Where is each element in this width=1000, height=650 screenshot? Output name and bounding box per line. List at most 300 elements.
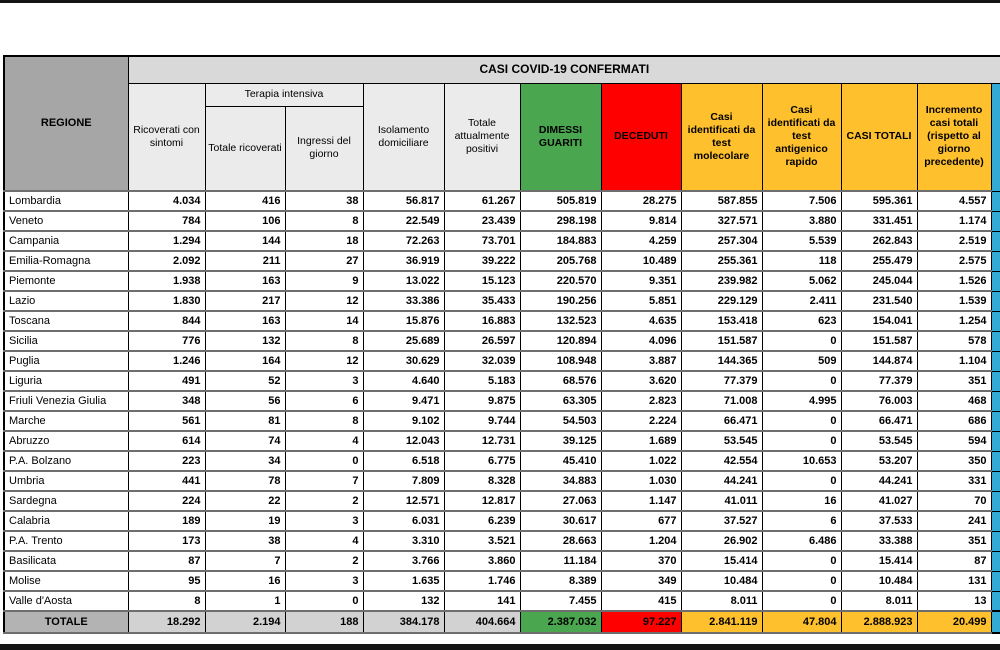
cell-value: 132.523 (520, 311, 601, 331)
cell-value: 844 (128, 311, 205, 331)
cell-value: 327.571 (681, 211, 762, 231)
region-name: Puglia (4, 351, 128, 371)
total-cell-value: 188 (285, 611, 363, 633)
cell-value: 16 (205, 571, 285, 591)
cell-value: 11.184 (520, 551, 601, 571)
cell-value: 81 (205, 411, 285, 431)
cell-value: 9.744 (444, 411, 520, 431)
cell-value: 66.471 (681, 411, 762, 431)
cell-value: 5.851 (601, 291, 681, 311)
cell-value: 0 (762, 591, 841, 611)
cell-value: 1.022 (601, 451, 681, 471)
total-cell-value: 2.841.119 (681, 611, 762, 633)
cell-value: 298.198 (520, 211, 601, 231)
region-name: Veneto (4, 211, 128, 231)
cell-value: 1.030 (601, 471, 681, 491)
cropped-next-column-cell (991, 331, 1000, 351)
cell-value: 14 (285, 311, 363, 331)
bottom-border-bar (0, 644, 1000, 650)
cell-value: 52 (205, 371, 285, 391)
cell-value: 18 (285, 231, 363, 251)
cell-value: 6.518 (363, 451, 444, 471)
cell-value: 349 (601, 571, 681, 591)
cell-value: 4.096 (601, 331, 681, 351)
cell-value: 1.746 (444, 571, 520, 591)
cropped-next-column-cell (991, 291, 1000, 311)
cell-value: 5.539 (762, 231, 841, 251)
cell-value: 132 (363, 591, 444, 611)
cell-value: 32.039 (444, 351, 520, 371)
cell-value: 73.701 (444, 231, 520, 251)
cell-value: 10.653 (762, 451, 841, 471)
cropped-next-column-cell (991, 451, 1000, 471)
cropped-next-column-cell (991, 351, 1000, 371)
cell-value: 61.267 (444, 191, 520, 211)
table-row (4, 431, 1000, 451)
cell-value: 151.587 (681, 331, 762, 351)
cell-value: 8 (285, 211, 363, 231)
cell-value: 686 (917, 411, 991, 431)
region-name: Toscana (4, 311, 128, 331)
cropped-next-column-cell (991, 571, 1000, 591)
cell-value: 8 (285, 411, 363, 431)
cell-value: 1.254 (917, 311, 991, 331)
region-name: Campania (4, 231, 128, 251)
cell-value: 8 (285, 331, 363, 351)
cell-value: 12 (285, 291, 363, 311)
cell-value: 3.860 (444, 551, 520, 571)
cell-value: 217 (205, 291, 285, 311)
cell-value: 13.022 (363, 271, 444, 291)
cell-value: 1.830 (128, 291, 205, 311)
cropped-next-column-cell (991, 311, 1000, 331)
cell-value: 41.027 (841, 491, 917, 511)
cell-value: 8 (128, 591, 205, 611)
cell-value: 144.874 (841, 351, 917, 371)
col-header-positivi: Totale attualmente positivi (444, 83, 520, 191)
cell-value: 255.479 (841, 251, 917, 271)
cell-value: 0 (762, 371, 841, 391)
region-name: Sicilia (4, 331, 128, 351)
cell-value: 509 (762, 351, 841, 371)
cell-value: 27 (285, 251, 363, 271)
cell-value: 6.031 (363, 511, 444, 531)
region-name: Friuli Venezia Giulia (4, 391, 128, 411)
cell-value: 1 (205, 591, 285, 611)
cell-value: 6 (762, 511, 841, 531)
cell-value: 4.640 (363, 371, 444, 391)
cell-value: 262.843 (841, 231, 917, 251)
cell-value: 0 (762, 411, 841, 431)
cell-value: 677 (601, 511, 681, 531)
cell-value: 25.689 (363, 331, 444, 351)
cell-value: 8.011 (841, 591, 917, 611)
cell-value: 144 (205, 231, 285, 251)
table-row (4, 571, 1000, 591)
cell-value: 28.275 (601, 191, 681, 211)
cell-value: 132 (205, 331, 285, 351)
top-border-bar (0, 0, 1000, 3)
cell-value: 68.576 (520, 371, 601, 391)
cell-value: 468 (917, 391, 991, 411)
cell-value: 15.414 (841, 551, 917, 571)
cell-value: 587.855 (681, 191, 762, 211)
cropped-next-column-cell (991, 611, 1000, 633)
cell-value: 8.328 (444, 471, 520, 491)
cell-value: 23.439 (444, 211, 520, 231)
cell-value: 220.570 (520, 271, 601, 291)
cell-value: 153.418 (681, 311, 762, 331)
cell-value: 1.635 (363, 571, 444, 591)
cell-value: 44.241 (681, 471, 762, 491)
table-row (4, 591, 1000, 611)
cell-value: 56.817 (363, 191, 444, 211)
cell-value: 27.063 (520, 491, 601, 511)
col-header-casi-totali: CASI TOTALI (841, 83, 917, 191)
cell-value: 1.938 (128, 271, 205, 291)
total-cell-value: 2.888.923 (841, 611, 917, 633)
cell-value: 255.361 (681, 251, 762, 271)
cell-value: 12.571 (363, 491, 444, 511)
cell-value: 5.183 (444, 371, 520, 391)
cell-value: 54.503 (520, 411, 601, 431)
cell-value: 5.062 (762, 271, 841, 291)
cell-value: 3.620 (601, 371, 681, 391)
region-name: Emilia-Romagna (4, 251, 128, 271)
cell-value: 173 (128, 531, 205, 551)
cell-value: 1.689 (601, 431, 681, 451)
table-row (4, 311, 1000, 331)
cell-value: 190.256 (520, 291, 601, 311)
cell-value: 229.129 (681, 291, 762, 311)
cell-value: 614 (128, 431, 205, 451)
cell-value: 37.527 (681, 511, 762, 531)
cell-value: 38 (285, 191, 363, 211)
cropped-next-column-cell (991, 211, 1000, 231)
cell-value: 8.389 (520, 571, 601, 591)
cell-value: 13 (917, 591, 991, 611)
cell-value: 164 (205, 351, 285, 371)
cell-value: 0 (762, 431, 841, 451)
cell-value: 9.814 (601, 211, 681, 231)
cell-value: 12.817 (444, 491, 520, 511)
cell-value: 205.768 (520, 251, 601, 271)
cell-value: 416 (205, 191, 285, 211)
table-row (4, 351, 1000, 371)
cell-value: 53.207 (841, 451, 917, 471)
cell-value: 9.471 (363, 391, 444, 411)
cell-value: 6.775 (444, 451, 520, 471)
cell-value: 154.041 (841, 311, 917, 331)
cell-value: 6.486 (762, 531, 841, 551)
cell-value: 38 (205, 531, 285, 551)
table-row (4, 231, 1000, 251)
cell-value: 3.521 (444, 531, 520, 551)
cell-value: 3.310 (363, 531, 444, 551)
cell-value: 15.414 (681, 551, 762, 571)
cell-value: 42.554 (681, 451, 762, 471)
table-title-band: CASI COVID-19 CONFERMATI (128, 56, 1000, 83)
total-cell-value: 404.664 (444, 611, 520, 633)
cell-value: 26.597 (444, 331, 520, 351)
cropped-next-column-cell (991, 511, 1000, 531)
total-cell-value: 97.227 (601, 611, 681, 633)
table-body (4, 191, 1000, 633)
cell-value: 0 (762, 471, 841, 491)
cell-value: 37.533 (841, 511, 917, 531)
total-cell-value: 2.194 (205, 611, 285, 633)
cell-value: 578 (917, 331, 991, 351)
table-row (4, 471, 1000, 491)
cell-value: 561 (128, 411, 205, 431)
region-name: P.A. Trento (4, 531, 128, 551)
cell-value: 623 (762, 311, 841, 331)
cell-value: 0 (762, 571, 841, 591)
cropped-next-column-cell (991, 231, 1000, 251)
cell-value: 33.388 (841, 531, 917, 551)
cell-value: 0 (285, 451, 363, 471)
cell-value: 1.147 (601, 491, 681, 511)
table-row (4, 411, 1000, 431)
cell-value: 4.259 (601, 231, 681, 251)
cell-value: 351 (917, 371, 991, 391)
table-row (4, 531, 1000, 551)
cell-value: 211 (205, 251, 285, 271)
cell-value: 7.809 (363, 471, 444, 491)
cell-value: 7 (285, 471, 363, 491)
cell-value: 45.410 (520, 451, 601, 471)
region-name: Calabria (4, 511, 128, 531)
cell-value: 4.557 (917, 191, 991, 211)
cell-value: 2 (285, 551, 363, 571)
region-name: Lombardia (4, 191, 128, 211)
total-cell-value: 2.387.032 (520, 611, 601, 633)
cell-value: 351 (917, 531, 991, 551)
cell-value: 4 (285, 531, 363, 551)
cell-value: 2.519 (917, 231, 991, 251)
total-cell-value: 384.178 (363, 611, 444, 633)
cell-value: 10.484 (841, 571, 917, 591)
cropped-next-column-cell (991, 391, 1000, 411)
col-header-dimessi-guariti: DIMESSI GUARITI (520, 83, 601, 191)
cell-value: 118 (762, 251, 841, 271)
cell-value: 41.011 (681, 491, 762, 511)
cropped-next-column-cell (991, 591, 1000, 611)
table-row (4, 211, 1000, 231)
cell-value: 9.102 (363, 411, 444, 431)
table-row (4, 291, 1000, 311)
cell-value: 350 (917, 451, 991, 471)
cell-value: 3 (285, 371, 363, 391)
cell-value: 224 (128, 491, 205, 511)
cell-value: 3 (285, 571, 363, 591)
table-row (4, 451, 1000, 471)
table-row (4, 511, 1000, 531)
cell-value: 505.819 (520, 191, 601, 211)
cell-value: 1.174 (917, 211, 991, 231)
cell-value: 239.982 (681, 271, 762, 291)
cell-value: 491 (128, 371, 205, 391)
cell-value: 4.034 (128, 191, 205, 211)
cell-value: 39.125 (520, 431, 601, 451)
cell-value: 39.222 (444, 251, 520, 271)
cell-value: 78 (205, 471, 285, 491)
cell-value: 6 (285, 391, 363, 411)
cell-value: 331.451 (841, 211, 917, 231)
cell-value: 4 (285, 431, 363, 451)
cropped-next-column-cell (991, 431, 1000, 451)
cell-value: 12.043 (363, 431, 444, 451)
col-header-deceduti: DECEDUTI (601, 83, 681, 191)
cell-value: 16 (762, 491, 841, 511)
cell-value: 144.365 (681, 351, 762, 371)
cell-value: 184.883 (520, 231, 601, 251)
cell-value: 12 (285, 351, 363, 371)
total-row (4, 611, 1000, 633)
cell-value: 1.204 (601, 531, 681, 551)
region-name: P.A. Bolzano (4, 451, 128, 471)
cell-value: 53.545 (841, 431, 917, 451)
cropped-next-column-cell (991, 531, 1000, 551)
cell-value: 6.239 (444, 511, 520, 531)
cell-value: 163 (205, 271, 285, 291)
cell-value: 10.489 (601, 251, 681, 271)
table-row (4, 391, 1000, 411)
table-row (4, 331, 1000, 351)
cell-value: 141 (444, 591, 520, 611)
cropped-next-column (991, 83, 1000, 191)
cell-value: 7.506 (762, 191, 841, 211)
cell-value: 2 (285, 491, 363, 511)
cell-value: 33.386 (363, 291, 444, 311)
table-row (4, 551, 1000, 571)
cell-value: 2.092 (128, 251, 205, 271)
cell-value: 15.876 (363, 311, 444, 331)
cell-value: 36.919 (363, 251, 444, 271)
region-name: Marche (4, 411, 128, 431)
col-header-test-molecolare: Casi identificati da test molecolare (681, 83, 762, 191)
region-name: Molise (4, 571, 128, 591)
cell-value: 0 (762, 331, 841, 351)
cropped-next-column-cell (991, 271, 1000, 291)
cell-value: 131 (917, 571, 991, 591)
cell-value: 34.883 (520, 471, 601, 491)
region-name: Sardegna (4, 491, 128, 511)
cell-value: 106 (205, 211, 285, 231)
cell-value: 77.379 (841, 371, 917, 391)
cell-value: 56 (205, 391, 285, 411)
cell-value: 71.008 (681, 391, 762, 411)
cell-value: 189 (128, 511, 205, 531)
cell-value: 44.241 (841, 471, 917, 491)
total-cell-value: 20.499 (917, 611, 991, 633)
total-cell-value: 18.292 (128, 611, 205, 633)
cell-value: 30.617 (520, 511, 601, 531)
cell-value: 3.880 (762, 211, 841, 231)
cropped-next-column-cell (991, 251, 1000, 271)
col-header-ingressi-giorno: Ingressi del giorno (285, 106, 363, 191)
cell-value: 9.875 (444, 391, 520, 411)
cell-value: 331 (917, 471, 991, 491)
table-row (4, 191, 1000, 211)
cell-value: 151.587 (841, 331, 917, 351)
cell-value: 594 (917, 431, 991, 451)
cell-value: 70 (917, 491, 991, 511)
cell-value: 22.549 (363, 211, 444, 231)
cell-value: 2.224 (601, 411, 681, 431)
cell-value: 1.526 (917, 271, 991, 291)
cell-value: 2.575 (917, 251, 991, 271)
cell-value: 223 (128, 451, 205, 471)
cell-value: 19 (205, 511, 285, 531)
cell-value: 784 (128, 211, 205, 231)
cell-value: 34 (205, 451, 285, 471)
region-name: Valle d'Aosta (4, 591, 128, 611)
cell-value: 120.894 (520, 331, 601, 351)
cell-value: 30.629 (363, 351, 444, 371)
cropped-next-column-cell (991, 371, 1000, 391)
cell-value: 0 (285, 591, 363, 611)
table-row (4, 251, 1000, 271)
cell-value: 26.902 (681, 531, 762, 551)
cell-value: 370 (601, 551, 681, 571)
cell-value: 74 (205, 431, 285, 451)
cell-value: 3.766 (363, 551, 444, 571)
cell-value: 7 (205, 551, 285, 571)
cell-value: 76.003 (841, 391, 917, 411)
cell-value: 7.455 (520, 591, 601, 611)
cropped-next-column-cell (991, 491, 1000, 511)
cell-value: 8.011 (681, 591, 762, 611)
cell-value: 53.545 (681, 431, 762, 451)
cell-value: 66.471 (841, 411, 917, 431)
col-header-ricoverati: Ricoverati con sintomi (128, 83, 205, 191)
cell-value: 22 (205, 491, 285, 511)
table-row (4, 271, 1000, 291)
cell-value: 1.294 (128, 231, 205, 251)
region-name: Piemonte (4, 271, 128, 291)
cell-value: 241 (917, 511, 991, 531)
cell-value: 77.379 (681, 371, 762, 391)
cell-value: 257.304 (681, 231, 762, 251)
total-cell-value: 47.804 (762, 611, 841, 633)
region-name: Basilicata (4, 551, 128, 571)
cell-value: 10.484 (681, 571, 762, 591)
cell-value: 16.883 (444, 311, 520, 331)
cell-value: 9 (285, 271, 363, 291)
cell-value: 1.104 (917, 351, 991, 371)
cell-value: 3 (285, 511, 363, 531)
cell-value: 245.044 (841, 271, 917, 291)
cell-value: 63.305 (520, 391, 601, 411)
cell-value: 231.540 (841, 291, 917, 311)
region-name: Umbria (4, 471, 128, 491)
table-row (4, 371, 1000, 391)
cell-value: 15.123 (444, 271, 520, 291)
table-row (4, 491, 1000, 511)
cell-value: 348 (128, 391, 205, 411)
col-header-totale-ricoverati: Totale ricoverati (205, 106, 285, 191)
cell-value: 776 (128, 331, 205, 351)
cell-value: 28.663 (520, 531, 601, 551)
col-header-test-antigenico: Casi identificati da test antigenico rapido (762, 83, 841, 191)
cell-value: 9.351 (601, 271, 681, 291)
cell-value: 108.948 (520, 351, 601, 371)
cell-value: 4.995 (762, 391, 841, 411)
cell-value: 12.731 (444, 431, 520, 451)
col-header-isolamento: Isolamento domiciliare (363, 83, 444, 191)
cropped-next-column-cell (991, 191, 1000, 211)
